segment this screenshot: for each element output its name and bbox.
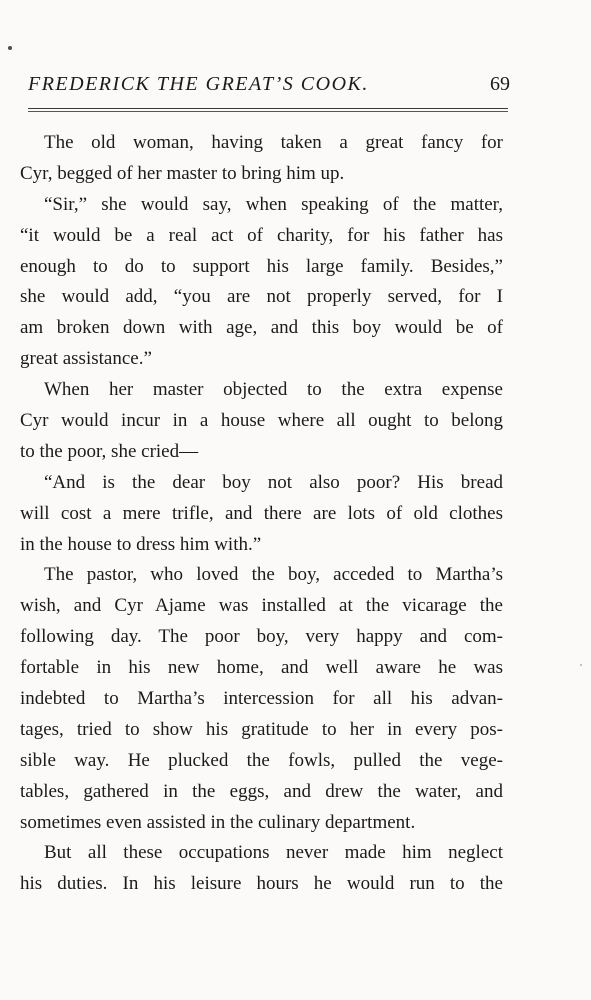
page-header <box>28 72 508 102</box>
text-line: great assistance.” <box>20 348 152 370</box>
text-line: tages, tried to show his gratitude to her in every pos- <box>20 718 503 740</box>
text-line: “Sir,” she would say, when speaking of the matter, <box>44 193 503 215</box>
text-line: in the house to dress him with.” <box>20 533 262 555</box>
text-line: enough to do to support his large family. Besides,” <box>20 255 503 277</box>
text-line: fortable in his new home, and well aware he was <box>20 657 503 679</box>
text-line: she would add, “you are not properly served, for I <box>20 286 503 308</box>
text-line: indebted to Martha’s intercession for all his advan- <box>20 688 503 710</box>
text-line: am broken down with age, and this boy would be of <box>20 317 503 339</box>
text-line: wish, and Cyr Ajame was installed at the vicarage the <box>20 595 503 617</box>
text-line: The pastor, who loved the boy, acceded to Martha’s <box>44 564 503 586</box>
text-line: sometimes even assisted in the culinary department. <box>20 811 416 833</box>
text-line: Cyr would incur in a house where all ought to belong <box>20 410 503 432</box>
text-line: But all these occupations never made him neglect <box>44 842 503 864</box>
text-line: “it would be a real act of charity, for his father has <box>20 224 503 246</box>
text-line: Cyr, begged of her master to bring him up. <box>20 162 345 184</box>
text-line: his duties. In his leisure hours he would run to the <box>20 873 503 895</box>
text-line: The old woman, having taken a great fancy for <box>44 132 503 153</box>
text-line: tables, gathered in the eggs, and drew the water, and <box>20 780 503 802</box>
text-line: sible way. He plucked the fowls, pulled the vege- <box>20 749 503 771</box>
scan-mark <box>8 46 12 50</box>
text-line: to the poor, she cried— <box>20 440 199 462</box>
running-head: FREDERICK THE GREAT’S COOK. <box>28 73 369 95</box>
text-line: When her master objected to the extra expense <box>44 379 503 401</box>
text-line: following day. The poor boy, very happy and com- <box>20 626 503 648</box>
text-line: “And is the dear boy not also poor? His bread <box>44 471 503 493</box>
header-rule <box>28 108 508 109</box>
scan-mark <box>580 664 582 666</box>
text-line: will cost a mere trifle, and there are lots of old clothes <box>20 502 503 524</box>
body-text <box>20 128 503 900</box>
page-number: 69 <box>490 73 510 95</box>
